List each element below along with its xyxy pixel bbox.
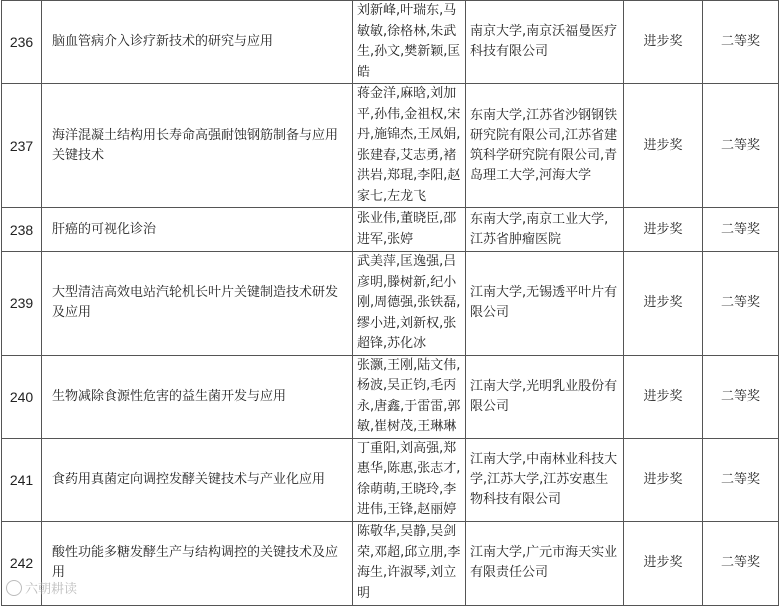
table-row <box>2 355 779 438</box>
award-grade: 二等奖 <box>703 521 779 605</box>
project-name: 脑血管病介入诊疗新技术的研究与应用 <box>42 1 353 84</box>
award-grade: 二等奖 <box>703 438 779 521</box>
award-type: 进步奖 <box>624 438 703 521</box>
project-name: 酸性功能多糖发酵生产与结构调控的关键技术及应用 <box>42 521 353 605</box>
watermark <box>6 578 77 597</box>
organizations: 江南大学,中南林业科技大学,江苏大学,江苏安惠生物科技有限公司 <box>466 438 624 521</box>
watermark-logo-icon <box>6 580 22 596</box>
award-grade: 二等奖 <box>703 252 779 356</box>
project-name: 肝癌的可视化诊治 <box>42 208 353 252</box>
watermark-text: 六朝耕读 <box>25 582 78 597</box>
award-grade: 二等奖 <box>703 1 779 84</box>
table-row <box>2 252 779 356</box>
row-number: 236 <box>2 1 42 84</box>
participants: 刘新峰,叶瑞东,马敏敏,徐格林,朱武生,孙文,樊新颖,匡皓 <box>353 1 466 84</box>
award-type: 进步奖 <box>624 208 703 252</box>
organizations: 江南大学,广元市海天实业有限责任公司 <box>466 521 624 605</box>
participants: 陈敬华,吴静,吴剑荣,邓超,邱立朋,李海生,许淑琴,刘立明 <box>353 521 466 605</box>
participants: 蒋金洋,麻晗,刘加平,孙伟,金祖权,宋丹,施锦杰,王凤娟,张建春,艾志勇,褚洪岩,郑琨,李阳,赵家七,左龙飞 <box>353 84 466 208</box>
award-type: 进步奖 <box>624 84 703 208</box>
project-name: 大型清洁高效电站汽轮机长叶片关键制造技术研发及应用 <box>42 252 353 356</box>
award-type: 进步奖 <box>624 252 703 356</box>
organizations: 东南大学,南京工业大学,江苏省肿瘤医院 <box>466 208 624 252</box>
participants: 张灏,王刚,陆文伟,杨波,吴正钧,毛丙永,唐鑫,于雷雷,郭敏,崔树茂,王琳琳 <box>353 355 466 438</box>
row-number: 238 <box>2 208 42 252</box>
row-number: 237 <box>2 84 42 208</box>
participants: 张业伟,董晓臣,邵进军,张婷 <box>353 208 466 252</box>
row-number: 241 <box>2 438 42 521</box>
project-name: 食药用真菌定向调控发酵关键技术与产业化应用 <box>42 438 353 521</box>
organizations: 南京大学,南京沃福曼医疗科技有限公司 <box>466 1 624 84</box>
table-row <box>2 438 779 521</box>
table-row <box>2 1 779 84</box>
organizations: 江南大学,无锡透平叶片有限公司 <box>466 252 624 356</box>
organizations: 江南大学,光明乳业股份有限公司 <box>466 355 624 438</box>
table-row <box>2 521 779 605</box>
award-grade: 二等奖 <box>703 208 779 252</box>
project-name: 海洋混凝土结构用长寿命高强耐蚀钢筋制备与应用关键技术 <box>42 84 353 208</box>
awards-table <box>1 0 779 606</box>
award-grade: 二等奖 <box>703 355 779 438</box>
table-row <box>2 208 779 252</box>
participants: 丁重阳,刘高强,郑惠华,陈惠,张志才,徐萌萌,王晓玲,李进伟,王锋,赵丽婷 <box>353 438 466 521</box>
award-type: 进步奖 <box>624 1 703 84</box>
organizations: 东南大学,江苏省沙钢钢铁研究院有限公司,江苏省建筑科学研究院有限公司,青岛理工大学,河海大学 <box>466 84 624 208</box>
award-type: 进步奖 <box>624 355 703 438</box>
row-number: 240 <box>2 355 42 438</box>
award-type: 进步奖 <box>624 521 703 605</box>
row-number: 242 <box>2 521 42 605</box>
participants: 武美萍,匡逸强,吕彦明,滕树新,纪小刚,周德强,张铁磊,缪小进,刘新权,张超锋,苏化冰 <box>353 252 466 356</box>
award-grade: 二等奖 <box>703 84 779 208</box>
table-row <box>2 84 779 208</box>
project-name: 生物减除食源性危害的益生菌开发与应用 <box>42 355 353 438</box>
row-number: 239 <box>2 252 42 356</box>
